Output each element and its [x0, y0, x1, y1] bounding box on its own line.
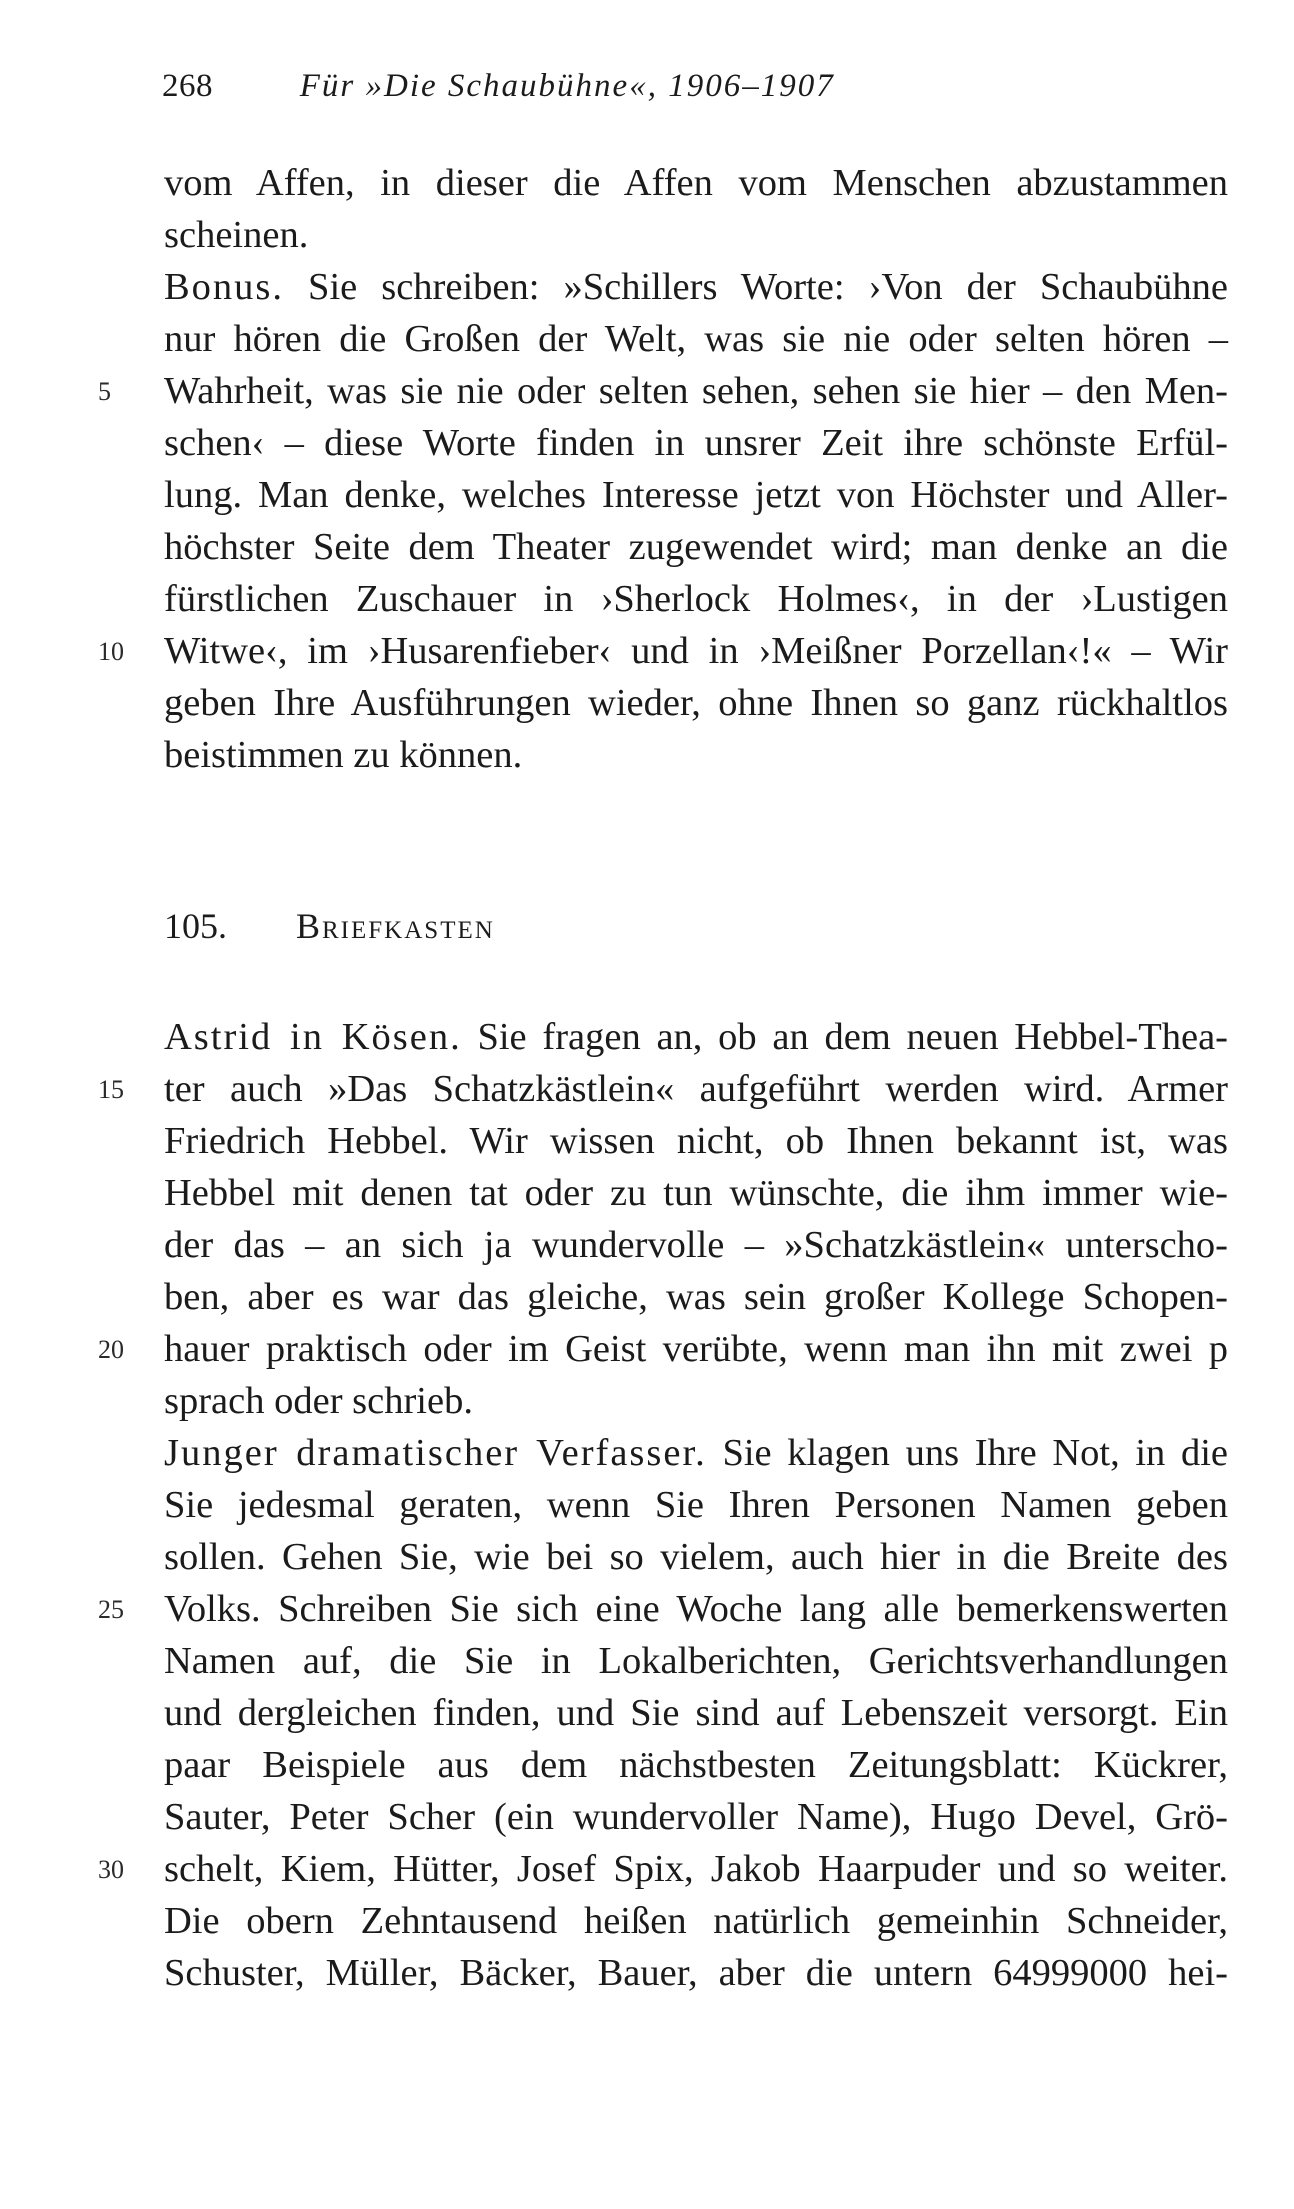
- text-line: ben, aber es war das gleiche, was sein großer Kollege Schopen-: [164, 1276, 1228, 1318]
- text-line: fürstlichen Zuschauer in ›Sherlock Holmes‹, in der ›Lustigen: [164, 578, 1228, 620]
- line-number: 30: [98, 1855, 124, 1884]
- text-line: Die obern Zehntausend heißen natürlich gemeinhin Schneider,: [164, 1900, 1228, 1942]
- line-number: 25: [98, 1595, 124, 1624]
- line-number: 5: [98, 377, 111, 406]
- entry-label: Junger dramatischer Verfasser.: [164, 1432, 707, 1474]
- text-line: Namen auf, die Sie in Lokalberichten, Gerichtsverhandlungen: [164, 1640, 1228, 1682]
- text-line: Friedrich Hebbel. Wir wissen nicht, ob Ihnen bekannt ist, was: [164, 1120, 1228, 1162]
- text-line: und dergleichen finden, und Sie sind auf Lebenszeit versorgt. Ein: [164, 1692, 1228, 1734]
- text-line: ter auch »Das Schatzkästlein« aufgeführt werden wird. Armer: [164, 1068, 1228, 1110]
- text-line: Witwe‹, im ›Husarenfieber‹ und in ›Meißner Porzellan‹!« – Wir: [164, 630, 1228, 672]
- text-line: der das – an sich ja wundervolle – »Schatzkästlein« unterscho-: [164, 1224, 1228, 1266]
- text-line: Schuster, Müller, Bäcker, Bauer, aber die untern 64999000 hei-: [164, 1952, 1228, 1994]
- text-line: Junger dramatischer Verfasser. Sie klagen uns Ihre Not, in die: [164, 1432, 1228, 1474]
- text-line: höchster Seite dem Theater zugewendet wird; man denke an die: [164, 526, 1228, 568]
- text-line: Bonus. Sie schreiben: »Schillers Worte: ›Von der Schaubühne: [164, 266, 1229, 308]
- text-line: beistimmen zu können.: [164, 734, 523, 776]
- text-line: paar Beispiele aus dem nächstbesten Zeitungsblatt: Kückrer,: [164, 1744, 1228, 1786]
- text-line: scheinen.: [164, 214, 309, 256]
- text-line: Sie jedesmal geraten, wenn Sie Ihren Personen Namen geben: [164, 1484, 1228, 1526]
- line-number: 15: [98, 1075, 124, 1104]
- text-line: Astrid in Kösen. Sie fragen an, ob an dem neuen Hebbel-Thea-: [164, 1016, 1228, 1058]
- text-line: sollen. Gehen Sie, wie bei so vielem, auch hier in die Breite des: [164, 1536, 1228, 1578]
- entry-label: Bonus.: [164, 266, 285, 308]
- text-line: vom Affen, in dieser die Affen vom Menschen abzustammen: [164, 162, 1228, 204]
- text-line: Wahrheit, was sie nie oder selten sehen, sehen sie hier – den Men-: [164, 370, 1228, 412]
- entry-label: Astrid in Kösen.: [164, 1016, 462, 1058]
- section-title: Briefkasten: [296, 906, 495, 946]
- line-number: 20: [98, 1335, 124, 1364]
- text-line: geben Ihre Ausführungen wieder, ohne Ihnen so ganz rückhaltlos: [164, 682, 1228, 724]
- running-title: Für »Die Schaubühne«, 1906–1907: [299, 68, 835, 104]
- page-number: 268: [162, 68, 213, 104]
- text-line: schen‹ – diese Worte finden in unsrer Zeit ihre schönste Erfül-: [164, 422, 1228, 464]
- line-number: 10: [98, 637, 124, 666]
- text-line: Sauter, Peter Scher (ein wundervoller Name), Hugo Devel, Grö-: [164, 1796, 1228, 1838]
- text-line: lung. Man denke, welches Interesse jetzt von Höchster und Aller-: [164, 474, 1228, 516]
- text-line: nur hören die Großen der Welt, was sie nie oder selten hören –: [164, 318, 1228, 360]
- text-line: Volks. Schreiben Sie sich eine Woche lang alle bemerkenswerten: [164, 1588, 1228, 1630]
- text-line: schelt, Kiem, Hütter, Josef Spix, Jakob Haarpuder und so weiter.: [164, 1848, 1228, 1890]
- text-line: Hebbel mit denen tat oder zu tun wünschte, die ihm immer wie-: [164, 1172, 1228, 1214]
- page-header: [162, 68, 835, 105]
- text-line: sprach oder schrieb.: [164, 1380, 473, 1422]
- section-number: 105.: [164, 906, 227, 946]
- text-line: hauer praktisch oder im Geist verübte, wenn man ihn mit zwei p: [164, 1328, 1228, 1370]
- section-heading: [164, 900, 495, 952]
